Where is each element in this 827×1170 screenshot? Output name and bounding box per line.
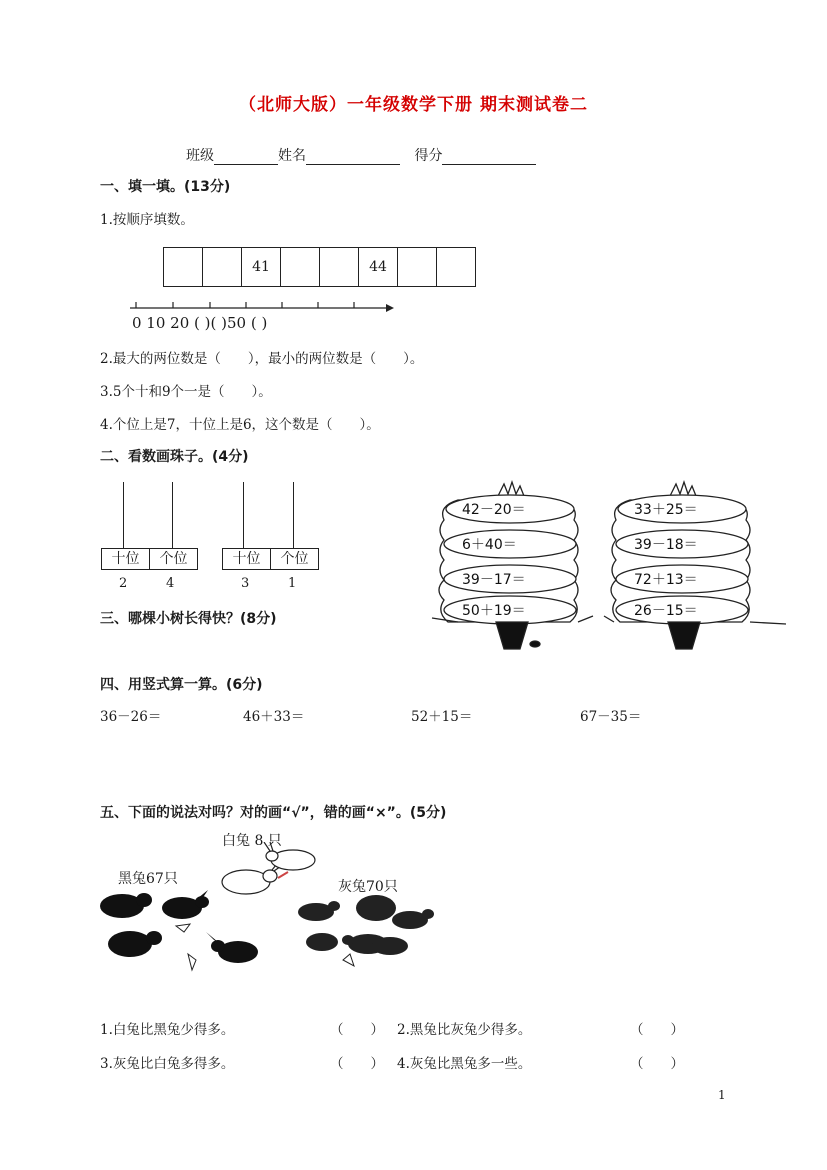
abacus-rod-ones xyxy=(293,482,294,548)
trees-illustration xyxy=(428,476,798,658)
statement: 1.白兔比黑兔少得多。 xyxy=(100,1022,235,1038)
abacus-rod-tens xyxy=(123,482,124,548)
calc-problem: 52＋15＝ xyxy=(411,709,473,725)
number-line-labels: 0 10 20 ( )( )50 ( ) xyxy=(132,314,268,332)
rabbits-illustration xyxy=(98,842,443,974)
white-rabbit-label: 白兔 8 只 xyxy=(222,833,282,849)
question-2: 2.最大的两位数是（ ），最小的两位数是（ ）。 xyxy=(100,351,424,367)
sequence-cell: 44 xyxy=(359,248,398,286)
name-blank[interactable] xyxy=(306,150,400,165)
section2-heading: 二、看数画珠子。(4分) xyxy=(100,449,249,465)
page-title: （北师大版）一年级数学下册 期末测试卷二 xyxy=(239,95,588,115)
question-4: 4.个位上是7，十位上是6，这个数是（ ）。 xyxy=(100,417,380,433)
section1-heading: 一、填一填。(13分) xyxy=(100,179,231,195)
page-number: 1 xyxy=(718,1088,726,1102)
black-rabbit-label: 黑兔67只 xyxy=(118,871,178,887)
sequence-cell[interactable] xyxy=(203,248,242,286)
grey-rabbit-label: 灰兔70只 xyxy=(338,879,398,895)
abacus-1-tens-digit: 2 xyxy=(119,576,128,591)
statement: 3.灰兔比白兔多得多。 xyxy=(100,1056,235,1072)
sequence-cell: 41 xyxy=(242,248,281,286)
score-blank[interactable] xyxy=(442,150,536,165)
answer-blank[interactable]: （ ） xyxy=(330,1022,384,1038)
statement: 2.黑兔比灰兔少得多。 xyxy=(397,1022,532,1038)
answer-blank[interactable]: （ ） xyxy=(630,1022,684,1038)
tree-equation[interactable]: 42－20＝ xyxy=(462,502,526,518)
question-3: 3.5个十和9个一是（ ）。 xyxy=(100,384,272,400)
statement: 4.灰兔比黑兔多一些。 xyxy=(397,1056,532,1072)
sequence-cell[interactable] xyxy=(281,248,320,286)
sequence-boxes xyxy=(163,247,476,287)
name-label: 姓名 xyxy=(278,148,306,164)
tree-equation[interactable]: 39－18＝ xyxy=(634,537,698,553)
tens-label: 十位 xyxy=(223,549,271,569)
tree-equation[interactable]: 50＋19＝ xyxy=(462,603,526,619)
class-label: 班级 xyxy=(186,148,214,164)
sequence-cell[interactable] xyxy=(164,248,203,286)
grey-rabbits xyxy=(298,895,434,955)
ones-label: 个位 xyxy=(280,551,309,567)
abacus-2-tens-digit: 3 xyxy=(241,576,250,591)
abacus-1-ones-digit: 4 xyxy=(166,576,175,591)
answer-blank[interactable]: （ ） xyxy=(630,1056,684,1072)
student-info-line xyxy=(186,145,536,165)
calc-problem: 36－26＝ xyxy=(100,709,162,725)
section4-heading: 四、用竖式算一算。(6分) xyxy=(100,677,263,693)
sequence-cell[interactable] xyxy=(437,248,475,286)
tree-equation[interactable]: 33＋25＝ xyxy=(634,502,698,518)
tree-equation[interactable]: 6＋40＝ xyxy=(462,537,517,553)
section5-heading: 五、下面的说法对吗？对的画“√”，错的画“×”。(5分) xyxy=(100,805,447,821)
tens-label: 十位 xyxy=(102,549,150,569)
tree-equation[interactable]: 72＋13＝ xyxy=(634,572,698,588)
abacus-2-ones-digit: 1 xyxy=(288,576,297,591)
abacus-2-base xyxy=(222,548,319,570)
abacus-rod-tens xyxy=(243,482,244,548)
question-1: 1.按顺序填数。 xyxy=(100,212,194,228)
answer-blank[interactable]: （ ） xyxy=(330,1056,384,1072)
score-label: 得分 xyxy=(414,148,443,164)
sequence-cell[interactable] xyxy=(398,248,437,286)
calc-problem: 67－35＝ xyxy=(580,709,642,725)
sequence-cell[interactable] xyxy=(320,248,359,286)
calc-problem: 46＋33＝ xyxy=(243,709,305,725)
white-rabbits xyxy=(222,842,315,894)
abacus-1-base xyxy=(101,548,198,570)
tree-equation[interactable]: 26－15＝ xyxy=(634,603,698,619)
section3-heading: 三、哪棵小树长得快？(8分) xyxy=(100,611,277,627)
ones-label: 个位 xyxy=(159,551,188,567)
abacus-rod-ones xyxy=(172,482,173,548)
class-blank[interactable] xyxy=(214,150,278,165)
tree-equation[interactable]: 39－17＝ xyxy=(462,572,526,588)
